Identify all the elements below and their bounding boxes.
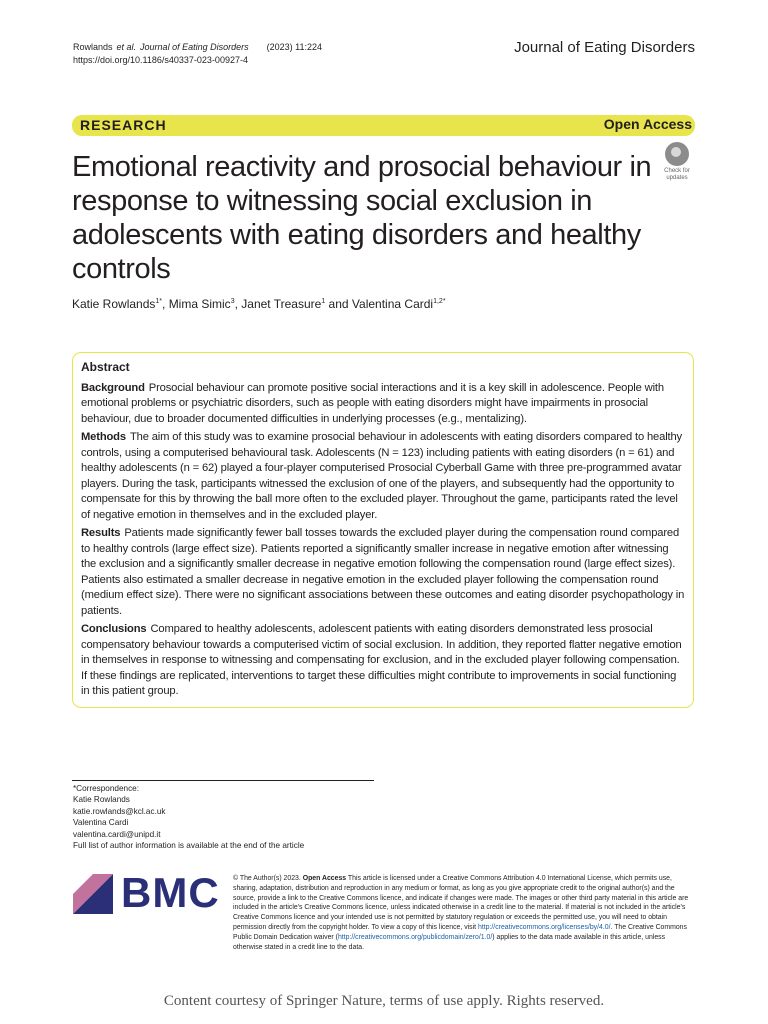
cc-zero-link[interactable]: http://creativecommons.org/publicdomain/zero/1.0/ [337, 933, 493, 941]
doi-link[interactable]: https://doi.org/10.1186/s40337-023-00927-4 [73, 55, 248, 65]
bmc-logo-text: BMC [121, 869, 220, 916]
author-conjunction: and [325, 297, 352, 311]
crossmark-icon [665, 142, 689, 166]
section-text: Patients made significantly fewer ball tosses towards the excluded player during the compensation round compared to healthy controls (large effect size). Patients reported a significantly smaller increase in negative emotion after witnessing the exclusion and a significantly smaller decrease in negative emotion following the compensation round (large effect sizes). Patients also estimated a smaller decrease in negative emotion in the excluded player following the compensation round (medium effect size). There were no significant associations between these outcomes and eating disorder psychopathology in patients. [81, 527, 685, 617]
abstract [81, 360, 685, 703]
author-affiliation: 1* [155, 298, 163, 305]
author-name[interactable]: Valentina Cardi [351, 297, 434, 311]
author-separator: , [162, 297, 169, 311]
abstract-background [81, 381, 685, 428]
citation-line [73, 41, 322, 54]
crossmark-line2: updates [666, 175, 688, 181]
author-name[interactable]: Janet Treasure [241, 297, 322, 311]
correspondence-name: Katie Rowlands [73, 795, 130, 805]
author-info-note: Full list of author information is available at the end of the article [73, 841, 305, 851]
citation-etal: et al. [116, 42, 137, 52]
correspondence-label: *Correspondence: [73, 784, 139, 793]
bmc-logo-mark-icon [73, 874, 113, 914]
license-body-3: ) applies to the data made available in this article, unless otherwise stated in a credit line to the data. [233, 933, 666, 951]
author-name[interactable]: Mima Simic [168, 297, 231, 311]
section-text: Prosocial behaviour can promote positive social interactions and it is a key skill in adolescence. People with emotional problems or psychiatric disorders, such as people with eating disorders might have impairments in prosocial behaviour, due to broader documented difficulties in underlying processes (e.g., mentalizing). [81, 381, 664, 425]
open-access-bold: Open Access [302, 875, 347, 882]
license-text [233, 874, 695, 952]
open-access-label: Open Access [603, 116, 692, 132]
author-affiliation: 1,2* [433, 298, 446, 305]
citation-journal: Journal of Eating Disorders [140, 42, 249, 52]
correspondence-block [73, 783, 304, 851]
bmc-logo [73, 869, 220, 916]
citation-volume: (2023) 11:224 [266, 42, 322, 52]
license-body: This article is licensed under a Creative Commons Attribution 4.0 International License, which permits use, sharing, adaptation, distribution and reproduction in any medium or format, as long as you give appropriate credit to the original author(s) and the source, provide a link to the Creative Commons licence, and indicate if changes were made. The images or other third party material in this article are included in the article's Creative Commons licence, unless indicated otherwise in a credit line to the material. If material is not included in the article's Creative Commons licence and your intended use is not permitted by statutory regulation or exceeds the permitted use, you will need to obtain permission directly from the copyright holder. To view a copy of this licence, visit [233, 875, 689, 931]
correspondence-email[interactable]: valentina.cardi@unipd.it [73, 829, 161, 839]
author-name[interactable]: Katie Rowlands [72, 297, 156, 311]
citation-authors: Rowlands [73, 42, 113, 52]
check-for-updates-badge[interactable] [659, 140, 695, 180]
author-separator: , [234, 297, 242, 311]
article-title: Emotional reactivity and prosocial behaviour in response to witnessing social exclusion in adolescents with eating disorders and healthy controls [72, 151, 652, 285]
abstract-conclusions [81, 622, 685, 700]
courtesy-footer: Content courtesy of Springer Nature, terms of use apply. Rights reserved. [163, 993, 605, 1009]
license-body-2: . The Creative Commons Public Domain Dedication waiver ( [233, 923, 687, 941]
author-list [72, 297, 446, 311]
section-label: Conclusions [81, 623, 147, 635]
citation-header [73, 41, 322, 67]
author-affiliation: 3 [230, 298, 235, 305]
abstract-methods [81, 430, 685, 523]
cc-by-link[interactable]: http://creativecommons.org/licenses/by/4.0/ [477, 923, 611, 931]
section-label: Results [81, 527, 121, 539]
section-label: Background [81, 381, 145, 394]
abstract-heading: Abstract [81, 360, 130, 374]
section-label: Methods [81, 431, 126, 443]
footnote-divider [72, 780, 374, 781]
correspondence-name: Valentina Cardi [73, 818, 129, 828]
section-text: The aim of this study was to examine prosocial behaviour in adolescents with eating disorders compared to healthy controls, using a computerised behavioural task. Adolescents (N = 123) including patients with eating disorders (n = 61) and healthy adolescents (n = 62) played a four-player computerised Prosocial Cyberball Game with three pre-programmed avatar players. During the task, participants witnessed the exclusion of one of the players, and subsequently had the opportunity to compensate for this by throwing the ball more often to the excluded player. Throughout the game, participants rated the level of negative emotion in themselves and in the excluded player. [81, 431, 683, 521]
category-label: RESEARCH [80, 117, 167, 133]
copyright: © The Author(s) 2023. [233, 875, 301, 882]
crossmark-line1: Check for [664, 168, 690, 174]
author-affiliation: 1 [321, 298, 326, 305]
journal-name: Journal of Eating Disorders [514, 39, 695, 56]
section-text: Compared to healthy adolescents, adolescent patients with eating disorders demonstrated less prosocial compensatory behaviour towards a computerised victim of social exclusion. In addition, they reported flatter negative emotion in themselves in response to witnessing and compensating for exclusion, and in the excluded player following compensation. If these findings are replicated, interventions to target these difficulties might contribute to improvements in social functioning in this patient group. [81, 623, 682, 697]
abstract-results [81, 526, 685, 619]
correspondence-email[interactable]: katie.rowlands@kcl.ac.uk [73, 806, 166, 816]
